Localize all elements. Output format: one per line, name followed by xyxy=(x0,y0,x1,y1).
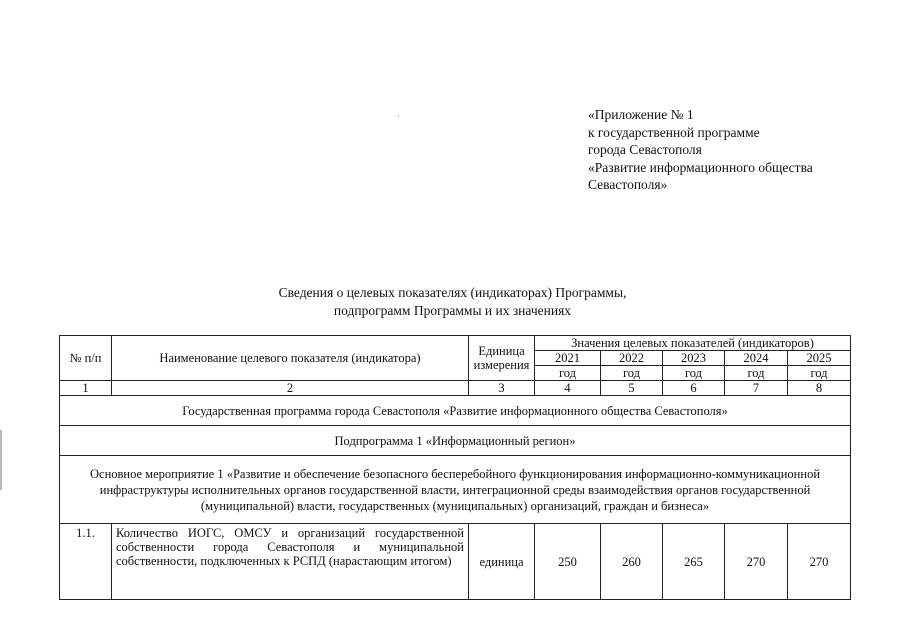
row-num: 1.1. xyxy=(60,524,112,600)
appendix-line: «Приложение № 1 xyxy=(588,107,694,122)
header-year: 2023 xyxy=(663,351,725,366)
header-year-suffix: год xyxy=(725,366,788,381)
header-year: 2022 xyxy=(601,351,663,366)
header-unit: Единица измерения xyxy=(469,336,535,381)
col-number: 1 xyxy=(60,381,112,396)
col-number: 5 xyxy=(601,381,663,396)
row-value: 260 xyxy=(601,524,663,600)
header-year-suffix: год xyxy=(663,366,725,381)
header-year-suffix: год xyxy=(601,366,663,381)
scan-speck xyxy=(398,116,399,117)
header-year-suffix: год xyxy=(788,366,851,381)
col-number: 3 xyxy=(469,381,535,396)
col-number: 4 xyxy=(535,381,601,396)
header-year: 2021 xyxy=(535,351,601,366)
row-unit: единица xyxy=(469,524,535,600)
program-row: Государственная программа города Севастополя «Развитие информационного общества Севастополя» xyxy=(60,396,851,426)
col-number: 7 xyxy=(725,381,788,396)
title-line-1: Сведения о целевых показателях (индикаторах) Программы, xyxy=(278,285,627,300)
scan-edge-mark xyxy=(0,430,2,490)
table-row xyxy=(60,524,851,600)
row-value: 250 xyxy=(535,524,601,600)
document-title xyxy=(0,284,905,319)
appendix-line: «Развитие информационного общества xyxy=(588,159,813,175)
header-num: № п/п xyxy=(60,336,112,381)
col-number: 2 xyxy=(112,381,469,396)
measure-row: Основное мероприятие 1 «Развитие и обеспечение безопасного бесперебойного функционирования информационно-коммуникационной инфраструктуры исполнительных органов государственной власти, интеграционной среды взаимодействия органов государственной (муниципальной) власти, государственных (муниципальных) организаций, граждан и бизнеса» xyxy=(60,456,851,524)
header-year-suffix: год xyxy=(535,366,601,381)
appendix-line: города Севастополя xyxy=(588,142,702,157)
row-value: 270 xyxy=(788,524,851,600)
header-year: 2025 xyxy=(788,351,851,366)
appendix-line: к государственной программе xyxy=(588,124,760,140)
subprogram-row: Подпрограмма 1 «Информационный регион» xyxy=(60,426,851,456)
header-name: Наименование целевого показателя (индикатора) xyxy=(112,336,469,381)
appendix-block xyxy=(588,106,813,194)
header-year: 2024 xyxy=(725,351,788,366)
row-value: 265 xyxy=(663,524,725,600)
title-line-2: подпрограмм Программы и их значениях xyxy=(333,302,572,318)
col-number: 8 xyxy=(788,381,851,396)
header-values-group: Значения целевых показателей (индикаторов) xyxy=(535,336,851,351)
col-number: 6 xyxy=(663,381,725,396)
indicators-table xyxy=(59,335,851,600)
row-value: 270 xyxy=(725,524,788,600)
row-indicator-name: Количество ИОГС, ОМСУ и организаций государственной собственности города Севастополя и муниципальной собственности, подключенных к РСПД (нарастающим итогом) xyxy=(112,524,469,600)
appendix-line: Севастополя» xyxy=(588,177,668,192)
